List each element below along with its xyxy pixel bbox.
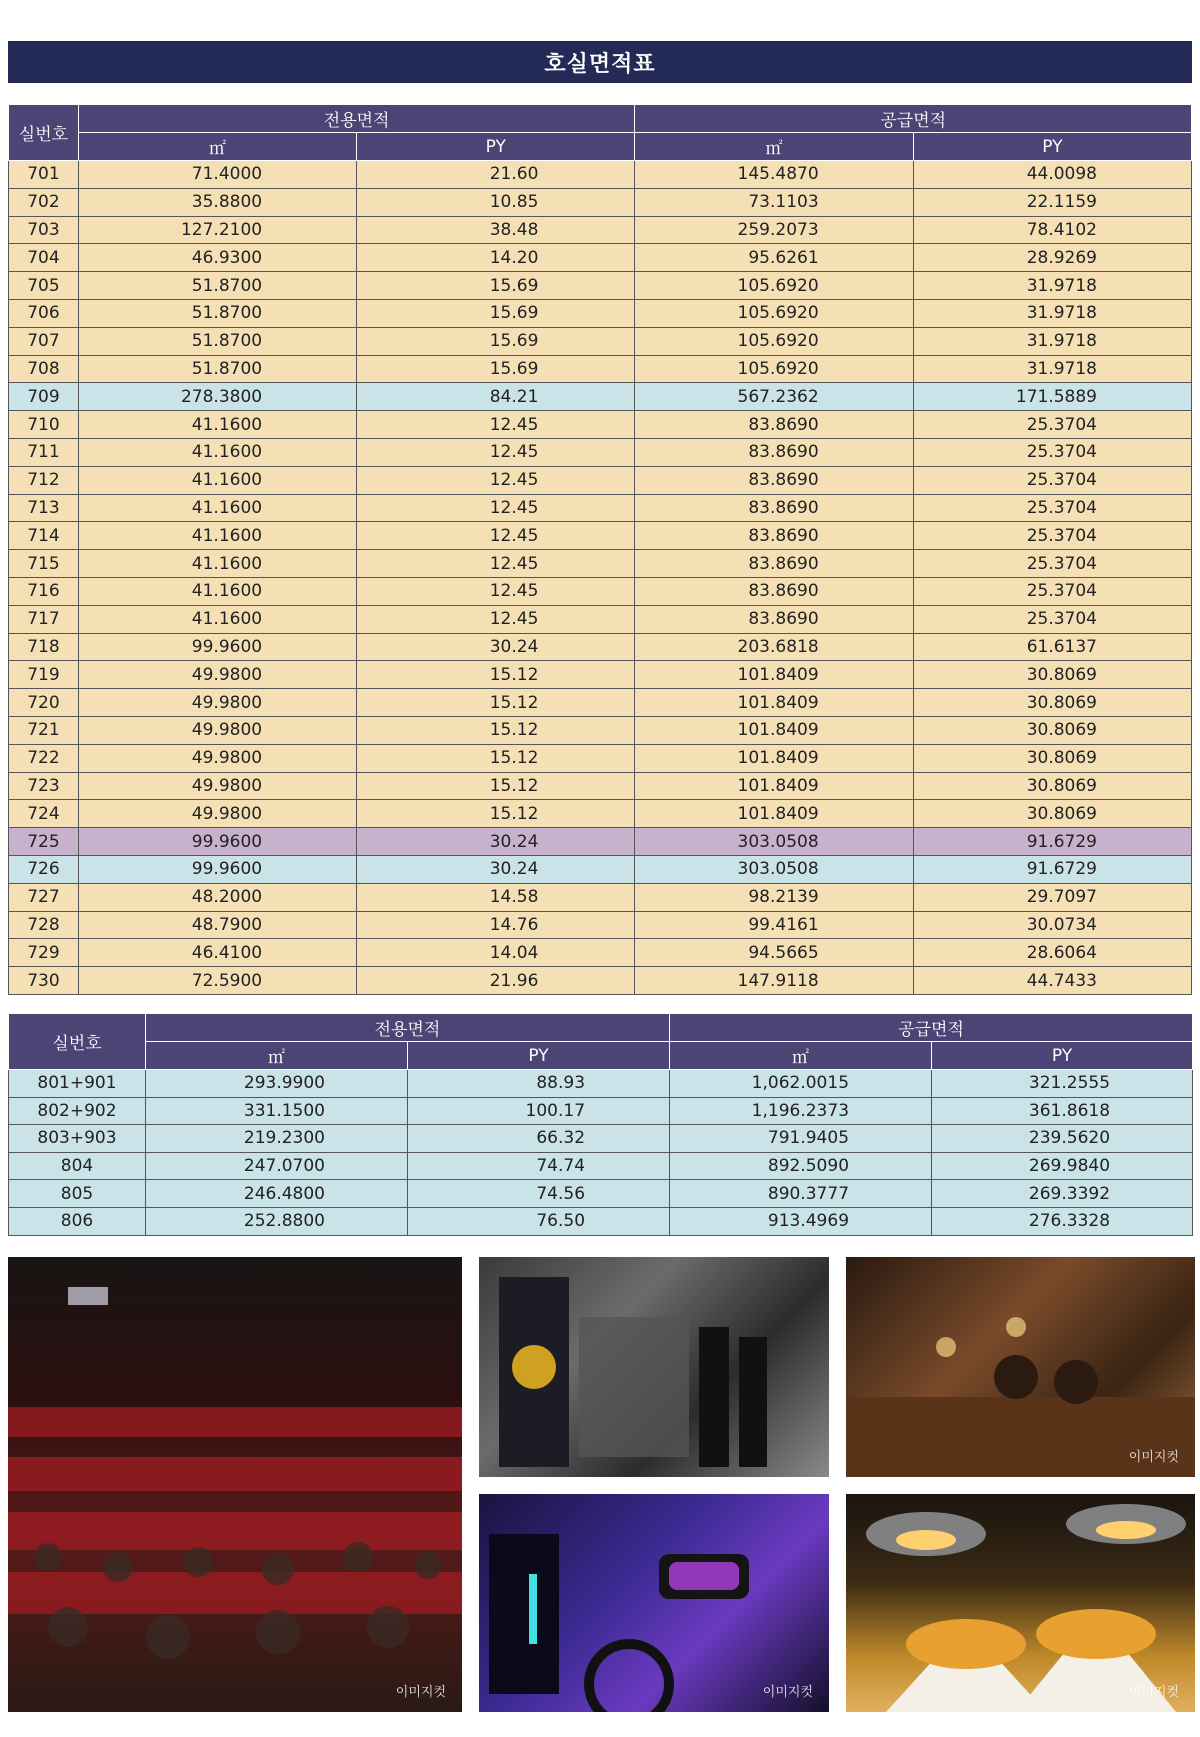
room-number-cell: 716	[9, 577, 79, 605]
vr-gaming-photo	[479, 1494, 829, 1712]
header-exclusive-area: 전용면적	[78, 105, 635, 133]
supply-py-cell: 269.9840	[932, 1152, 1193, 1180]
supply-sqm-cell: 890.3777	[670, 1180, 932, 1208]
supply-sqm-cell: 83.8690	[635, 550, 913, 578]
table-row	[9, 494, 1192, 522]
table-row	[9, 911, 1192, 939]
supply-sqm-cell: 145.4870	[635, 161, 913, 189]
exclusive-sqm-cell: 49.9800	[78, 661, 356, 689]
exclusive-sqm-cell: 51.8700	[78, 299, 356, 327]
header-supply-area: 공급면적	[670, 1014, 1193, 1042]
table-row	[9, 939, 1192, 967]
table-row	[9, 855, 1192, 883]
table-row	[9, 383, 1192, 411]
exclusive-py-cell: 30.24	[357, 855, 635, 883]
supply-sqm-cell: 105.6920	[635, 327, 913, 355]
table-row	[9, 661, 1192, 689]
exclusive-py-cell: 14.04	[357, 939, 635, 967]
exclusive-py-cell: 15.12	[357, 716, 635, 744]
supply-py-cell: 361.8618	[932, 1097, 1193, 1125]
exclusive-py-cell: 15.12	[357, 772, 635, 800]
exclusive-sqm-cell: 49.9800	[78, 716, 356, 744]
room-number-cell: 709	[9, 383, 79, 411]
table-row	[9, 744, 1192, 772]
supply-py-cell: 30.0734	[913, 911, 1191, 939]
room-number-cell: 711	[9, 438, 79, 466]
exclusive-sqm-cell: 278.3800	[78, 383, 356, 411]
supply-sqm-cell: 95.6261	[635, 244, 913, 272]
exclusive-sqm-cell: 48.7900	[78, 911, 356, 939]
room-number-cell: 715	[9, 550, 79, 578]
table-row	[9, 299, 1192, 327]
exclusive-sqm-cell: 99.9600	[78, 828, 356, 856]
exclusive-py-cell: 12.45	[357, 494, 635, 522]
table-row	[9, 438, 1192, 466]
supply-sqm-cell: 101.8409	[635, 689, 913, 717]
cafe-friends-photo	[846, 1257, 1195, 1477]
table-row	[9, 577, 1192, 605]
room-number-cell: 718	[9, 633, 79, 661]
room-number-cell: 702	[9, 188, 79, 216]
table-row	[9, 272, 1192, 300]
room-number-cell: 728	[9, 911, 79, 939]
room-number-cell: 725	[9, 828, 79, 856]
header-room-number: 실번호	[9, 1014, 146, 1070]
exclusive-sqm-cell: 252.8800	[146, 1207, 408, 1235]
room-number-cell: 705	[9, 272, 79, 300]
supply-sqm-cell: 99.4161	[635, 911, 913, 939]
supply-sqm-cell: 83.8690	[635, 522, 913, 550]
room-number-cell: 717	[9, 605, 79, 633]
exclusive-sqm-cell: 46.4100	[78, 939, 356, 967]
supply-sqm-cell: 83.8690	[635, 411, 913, 439]
supply-py-cell: 25.3704	[913, 438, 1191, 466]
supply-py-cell: 22.1159	[913, 188, 1191, 216]
image-credit: 이미지컷	[1128, 1450, 1179, 1465]
supply-sqm-cell: 83.8690	[635, 466, 913, 494]
room-number-cell: 802+902	[9, 1097, 146, 1125]
image-credit: 이미지컷	[1128, 1685, 1179, 1700]
exclusive-sqm-cell: 127.2100	[78, 216, 356, 244]
exclusive-sqm-cell: 49.9800	[78, 800, 356, 828]
supply-sqm-cell: 83.8690	[635, 577, 913, 605]
exclusive-py-cell: 88.93	[408, 1070, 670, 1098]
table-row	[9, 1097, 1193, 1125]
supply-py-cell: 25.3704	[913, 411, 1191, 439]
exclusive-py-cell: 15.12	[357, 800, 635, 828]
room-number-cell: 703	[9, 216, 79, 244]
room-number-cell: 708	[9, 355, 79, 383]
exclusive-py-cell: 76.50	[408, 1207, 670, 1235]
room-number-cell: 724	[9, 800, 79, 828]
supply-sqm-cell: 101.8409	[635, 661, 913, 689]
room-number-cell: 719	[9, 661, 79, 689]
table-row	[9, 1207, 1193, 1235]
supply-py-cell: 78.4102	[913, 216, 1191, 244]
supply-sqm-cell: 303.0508	[635, 855, 913, 883]
supply-py-cell: 29.7097	[913, 883, 1191, 911]
area-table-7f	[8, 104, 1192, 995]
exclusive-sqm-cell: 72.5900	[78, 967, 356, 995]
exclusive-py-cell: 15.69	[357, 272, 635, 300]
supply-py-cell: 91.6729	[913, 828, 1191, 856]
exclusive-sqm-cell: 41.1600	[78, 438, 356, 466]
room-number-cell: 803+903	[9, 1125, 146, 1153]
header-supply-py: PY	[913, 133, 1191, 161]
exclusive-py-cell: 15.69	[357, 299, 635, 327]
room-number-cell: 720	[9, 689, 79, 717]
page-title: 호실면적표	[8, 41, 1192, 83]
header-supply-area: 공급면적	[635, 105, 1192, 133]
supply-sqm-cell: 105.6920	[635, 299, 913, 327]
exclusive-sqm-cell: 49.9800	[78, 772, 356, 800]
supply-py-cell: 31.9718	[913, 327, 1191, 355]
supply-py-cell: 30.8069	[913, 661, 1191, 689]
supply-py-cell: 25.3704	[913, 605, 1191, 633]
supply-sqm-cell: 1,196.2373	[670, 1097, 932, 1125]
table-row	[9, 327, 1192, 355]
table-row	[9, 828, 1192, 856]
exclusive-sqm-cell: 51.8700	[78, 355, 356, 383]
room-number-cell: 707	[9, 327, 79, 355]
supply-sqm-cell: 83.8690	[635, 494, 913, 522]
supply-py-cell: 31.9718	[913, 272, 1191, 300]
supply-py-cell: 61.6137	[913, 633, 1191, 661]
exclusive-sqm-cell: 247.0700	[146, 1152, 408, 1180]
supply-sqm-cell: 892.5090	[670, 1152, 932, 1180]
room-number-cell: 726	[9, 855, 79, 883]
supply-sqm-cell: 94.5665	[635, 939, 913, 967]
supply-py-cell: 25.3704	[913, 550, 1191, 578]
exclusive-py-cell: 84.21	[357, 383, 635, 411]
supply-py-cell: 30.8069	[913, 800, 1191, 828]
header-exclusive-sqm: ㎡	[78, 133, 356, 161]
exclusive-sqm-cell: 99.9600	[78, 855, 356, 883]
table-row	[9, 883, 1192, 911]
supply-sqm-cell: 1,062.0015	[670, 1070, 932, 1098]
exclusive-py-cell: 30.24	[357, 633, 635, 661]
room-number-cell: 713	[9, 494, 79, 522]
supply-py-cell: 269.3392	[932, 1180, 1193, 1208]
supply-sqm-cell: 913.4969	[670, 1207, 932, 1235]
exclusive-sqm-cell: 99.9600	[78, 633, 356, 661]
exclusive-py-cell: 12.45	[357, 605, 635, 633]
exclusive-sqm-cell: 71.4000	[78, 161, 356, 189]
header-supply-sqm: ㎡	[635, 133, 913, 161]
exclusive-sqm-cell: 51.8700	[78, 272, 356, 300]
supply-py-cell: 30.8069	[913, 744, 1191, 772]
table-row	[9, 1152, 1193, 1180]
supply-sqm-cell: 147.9118	[635, 967, 913, 995]
exclusive-py-cell: 14.58	[357, 883, 635, 911]
header-supply-py: PY	[932, 1042, 1193, 1070]
room-number-cell: 714	[9, 522, 79, 550]
exclusive-py-cell: 38.48	[357, 216, 635, 244]
supply-py-cell: 171.5889	[913, 383, 1191, 411]
exclusive-sqm-cell: 219.2300	[146, 1125, 408, 1153]
exclusive-py-cell: 21.96	[357, 967, 635, 995]
table-row	[9, 161, 1192, 189]
image-credit: 이미지컷	[395, 1685, 446, 1700]
exclusive-sqm-cell: 41.1600	[78, 466, 356, 494]
room-number-cell: 806	[9, 1207, 146, 1235]
supply-sqm-cell: 259.2073	[635, 216, 913, 244]
room-number-cell: 805	[9, 1180, 146, 1208]
table-row	[9, 800, 1192, 828]
header-room-number: 실번호	[9, 105, 79, 161]
table-row	[9, 1180, 1193, 1208]
supply-sqm-cell: 83.8690	[635, 438, 913, 466]
table-row	[9, 605, 1192, 633]
exclusive-py-cell: 15.12	[357, 661, 635, 689]
supply-py-cell: 31.9718	[913, 355, 1191, 383]
room-number-cell: 704	[9, 244, 79, 272]
header-exclusive-py: PY	[357, 133, 635, 161]
supply-sqm-cell: 567.2362	[635, 383, 913, 411]
table-row	[9, 244, 1192, 272]
table-row	[9, 522, 1192, 550]
room-number-cell: 727	[9, 883, 79, 911]
supply-sqm-cell: 73.1103	[635, 188, 913, 216]
exclusive-py-cell: 74.74	[408, 1152, 670, 1180]
exclusive-py-cell: 12.45	[357, 550, 635, 578]
supply-sqm-cell: 203.6818	[635, 633, 913, 661]
table-row	[9, 355, 1192, 383]
exclusive-sqm-cell: 41.1600	[78, 411, 356, 439]
supply-py-cell: 30.8069	[913, 716, 1191, 744]
exclusive-py-cell: 12.45	[357, 411, 635, 439]
room-number-cell: 710	[9, 411, 79, 439]
table-row	[9, 550, 1192, 578]
exclusive-sqm-cell: 331.1500	[146, 1097, 408, 1125]
supply-py-cell: 25.3704	[913, 522, 1191, 550]
supply-py-cell: 25.3704	[913, 494, 1191, 522]
supply-py-cell: 44.0098	[913, 161, 1191, 189]
exclusive-py-cell: 10.85	[357, 188, 635, 216]
supply-sqm-cell: 303.0508	[635, 828, 913, 856]
room-number-cell: 801+901	[9, 1070, 146, 1098]
room-number-cell: 804	[9, 1152, 146, 1180]
header-exclusive-py: PY	[408, 1042, 670, 1070]
supply-py-cell: 239.5620	[932, 1125, 1193, 1153]
exclusive-sqm-cell: 41.1600	[78, 494, 356, 522]
supply-py-cell: 30.8069	[913, 689, 1191, 717]
supply-sqm-cell: 101.8409	[635, 800, 913, 828]
exclusive-py-cell: 15.69	[357, 355, 635, 383]
supply-py-cell: 28.9269	[913, 244, 1191, 272]
room-number-cell: 729	[9, 939, 79, 967]
table-row	[9, 716, 1192, 744]
supply-py-cell: 25.3704	[913, 466, 1191, 494]
table-row	[9, 689, 1192, 717]
exclusive-sqm-cell: 41.1600	[78, 550, 356, 578]
supply-py-cell: 276.3328	[932, 1207, 1193, 1235]
supply-sqm-cell: 791.9405	[670, 1125, 932, 1153]
exclusive-py-cell: 15.69	[357, 327, 635, 355]
room-number-cell: 723	[9, 772, 79, 800]
exclusive-py-cell: 66.32	[408, 1125, 670, 1153]
supply-py-cell: 321.2555	[932, 1070, 1193, 1098]
exclusive-py-cell: 30.24	[357, 828, 635, 856]
supply-py-cell: 28.6064	[913, 939, 1191, 967]
supply-sqm-cell: 101.8409	[635, 772, 913, 800]
exclusive-sqm-cell: 49.9800	[78, 744, 356, 772]
exclusive-sqm-cell: 49.9800	[78, 689, 356, 717]
exclusive-py-cell: 15.12	[357, 689, 635, 717]
exclusive-py-cell: 100.17	[408, 1097, 670, 1125]
table-row	[9, 466, 1192, 494]
cinema-audience-photo	[8, 1257, 462, 1712]
exclusive-py-cell: 14.20	[357, 244, 635, 272]
exclusive-sqm-cell: 35.8800	[78, 188, 356, 216]
area-table-8f-9f	[8, 1013, 1193, 1236]
room-number-cell: 706	[9, 299, 79, 327]
supply-py-cell: 30.8069	[913, 772, 1191, 800]
room-number-cell: 722	[9, 744, 79, 772]
supply-py-cell: 31.9718	[913, 299, 1191, 327]
exclusive-py-cell: 14.76	[357, 911, 635, 939]
room-number-cell: 730	[9, 967, 79, 995]
arcade-game-photo	[479, 1257, 829, 1477]
table-row	[9, 1125, 1193, 1153]
exclusive-py-cell: 15.12	[357, 744, 635, 772]
header-supply-sqm: ㎡	[670, 1042, 932, 1070]
table-row	[9, 772, 1192, 800]
supply-sqm-cell: 105.6920	[635, 272, 913, 300]
supply-py-cell: 44.7433	[913, 967, 1191, 995]
supply-sqm-cell: 98.2139	[635, 883, 913, 911]
supply-py-cell: 25.3704	[913, 577, 1191, 605]
table-row	[9, 216, 1192, 244]
exclusive-py-cell: 12.45	[357, 522, 635, 550]
table-row	[9, 188, 1192, 216]
snack-chips-photo	[846, 1494, 1195, 1712]
exclusive-sqm-cell: 293.9900	[146, 1070, 408, 1098]
exclusive-py-cell: 12.45	[357, 466, 635, 494]
exclusive-sqm-cell: 41.1600	[78, 605, 356, 633]
table-row	[9, 411, 1192, 439]
room-number-cell: 701	[9, 161, 79, 189]
room-number-cell: 721	[9, 716, 79, 744]
supply-sqm-cell: 101.8409	[635, 716, 913, 744]
exclusive-sqm-cell: 51.8700	[78, 327, 356, 355]
table-row	[9, 967, 1192, 995]
exclusive-sqm-cell: 48.2000	[78, 883, 356, 911]
exclusive-py-cell: 12.45	[357, 438, 635, 466]
header-exclusive-area: 전용면적	[146, 1014, 670, 1042]
supply-sqm-cell: 101.8409	[635, 744, 913, 772]
exclusive-sqm-cell: 41.1600	[78, 577, 356, 605]
supply-sqm-cell: 83.8690	[635, 605, 913, 633]
exclusive-sqm-cell: 41.1600	[78, 522, 356, 550]
exclusive-py-cell: 12.45	[357, 577, 635, 605]
exclusive-py-cell: 21.60	[357, 161, 635, 189]
supply-sqm-cell: 105.6920	[635, 355, 913, 383]
exclusive-sqm-cell: 46.9300	[78, 244, 356, 272]
room-number-cell: 712	[9, 466, 79, 494]
table-row	[9, 633, 1192, 661]
image-credit: 이미지컷	[762, 1685, 813, 1700]
supply-py-cell: 91.6729	[913, 855, 1191, 883]
exclusive-sqm-cell: 246.4800	[146, 1180, 408, 1208]
table-row	[9, 1070, 1193, 1098]
exclusive-py-cell: 74.56	[408, 1180, 670, 1208]
header-exclusive-sqm: ㎡	[146, 1042, 408, 1070]
